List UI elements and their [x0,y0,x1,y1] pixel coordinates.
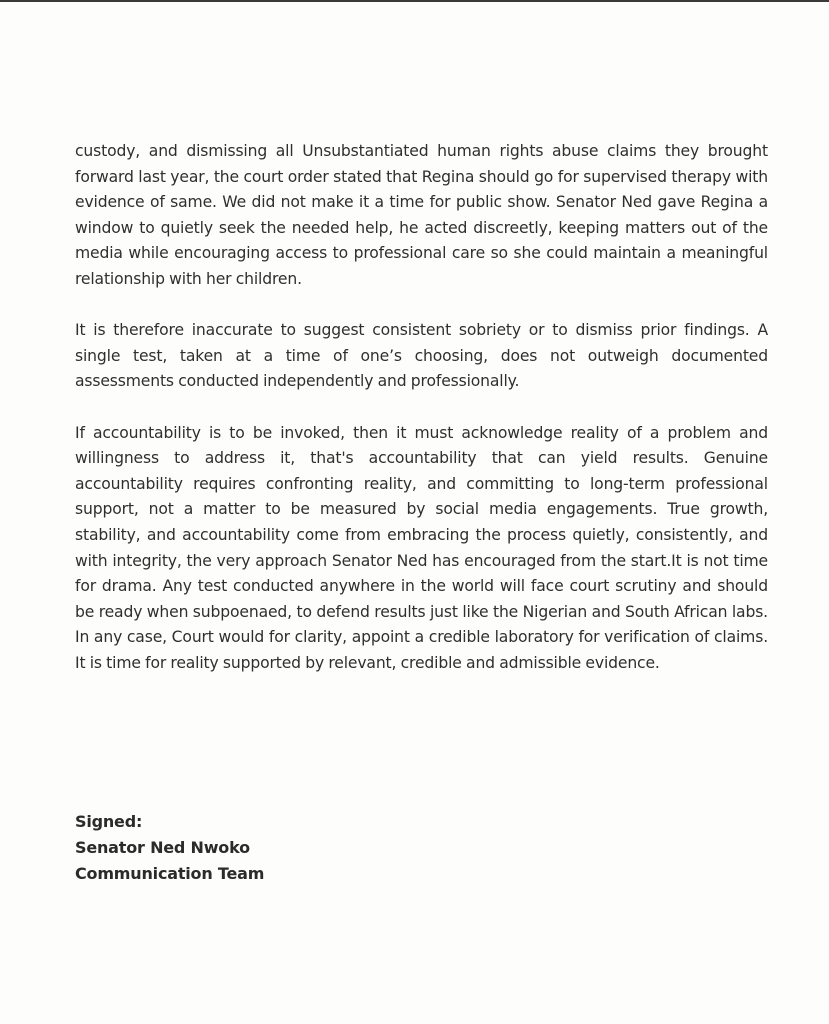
signatory-team: Communication Team [75,864,265,883]
paragraph-custody: custody, and dismissing all Unsubstantiated human rights abuse claims they brought forward last year, the court order stated that Regina should go for supervised therapy with evidence of same. We did not make it a time for public show. Senator Ned gave Regina a window to quietly seek the needed help, he acted discreetly, keeping matters out of the media while encouraging access to professional care so she could maintain a meaningful relationship with her children. [75,142,768,288]
top-border [0,0,829,2]
paragraph-sobriety: It is therefore inaccurate to suggest consistent sobriety or to dismiss prior findings. A single test, taken at a time of one’s choosing, does not outweigh documented assessments conducted independently and professionally. [75,321,768,391]
signature-block [75,809,264,887]
statement-body [75,139,768,676]
signatory-name: Senator Ned Nwoko [75,838,250,857]
signature-label: Signed: [75,812,143,831]
paragraph-accountability: If accountability is to be invoked, then it must acknowledge reality of a problem and willingness to address it, that's accountability that can yield results. Genuine accountability requires confronting reality, and committing to long-term professional support, not a matter to be measured by social media engagements. True growth, stability, and accountability come from embracing the process quietly, consistently, and with integrity, the very approach Senator Ned has encouraged from the start.It is not time for drama. Any test conducted anywhere in the world will face court scrutiny and should be ready when subpoenaed, to defend results just like the Nigerian and South African labs. In any case, Court would for clarity, appoint a credible laboratory for verification of claims. It is time for reality supported by relevant, credible and admissible evidence. [75,423,768,672]
